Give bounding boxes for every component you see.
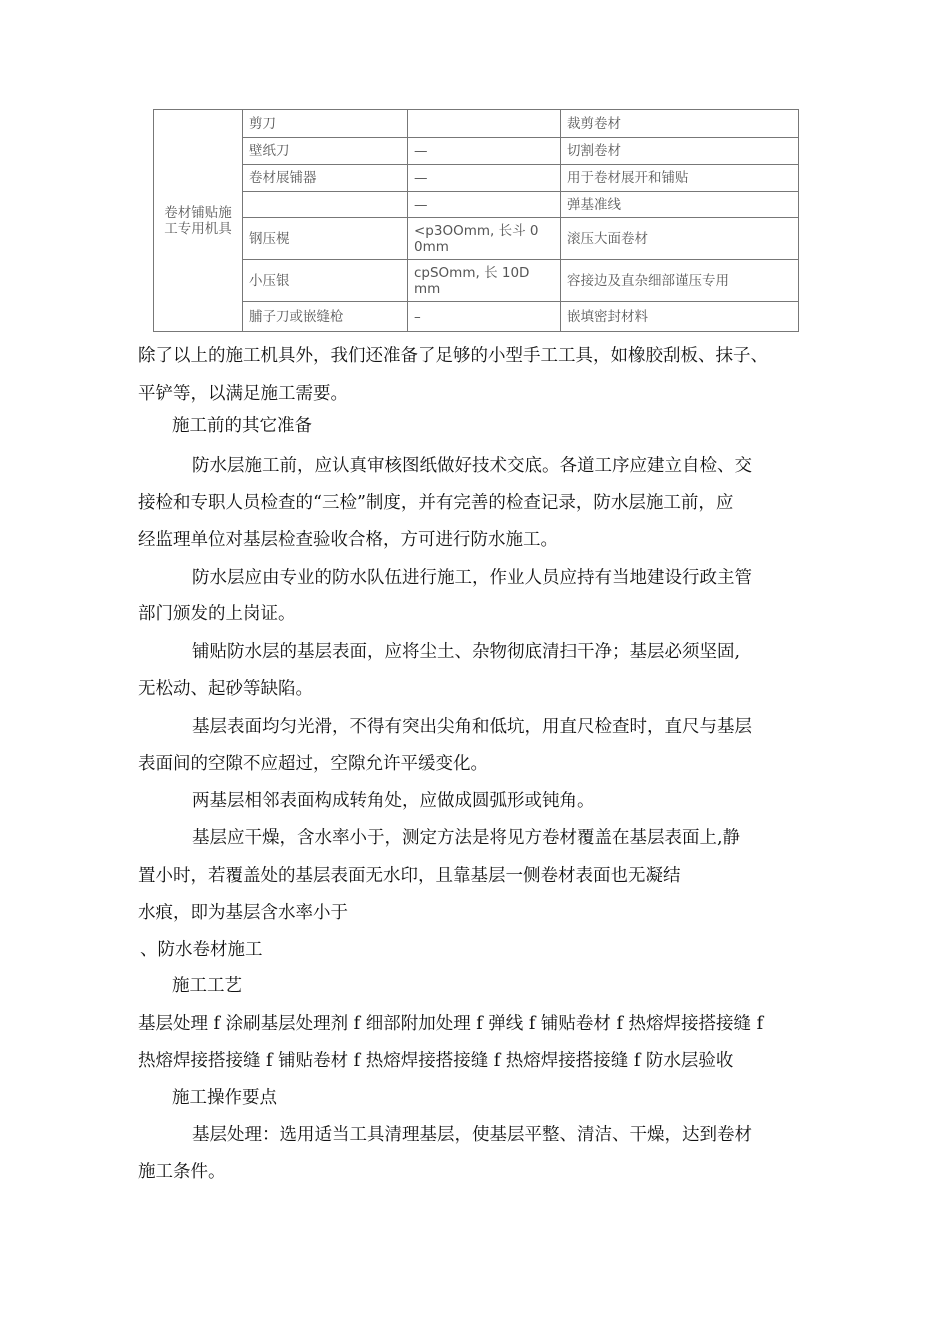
body-text-line: 基层处理：选用适当工具清理基层，使基层平整、清洁、干燥，达到卷材 [192,1125,752,1145]
section-heading: 施工前的其它准备 [172,416,312,436]
tool-name: 钢压榥 [243,218,408,260]
section-heading: 施工工艺 [172,976,242,996]
tool-name [243,192,408,218]
table-row [154,218,799,260]
tool-spec: — [408,192,561,218]
tool-spec: — [408,138,561,165]
body-text-line: 基层处理 f 涂刷基层处理剂 f 细部附加处理 f 弹线 f 铺贴卷材 f 热熔焊接搭接缝 f [138,1014,764,1034]
tool-name: 脯子刀或嵌缝枪 [243,302,408,332]
category-cell: 卷材铺贴施工专用机具 [154,110,243,332]
body-text-line: 部门颁发的上岗证。 [138,604,296,624]
body-text-line: 基层表面均匀光滑，不得有突出尖角和低坑，用直尺检查时，直尺与基层 [192,717,752,737]
table-row [154,165,799,192]
tool-use: 裁剪卷材 [561,110,799,138]
equipment-table [153,109,799,332]
tool-name: 小压银 [243,260,408,302]
body-text-line: 平铲等，以满足施工需要。 [138,384,348,404]
tool-use: 滚压大面卷材 [561,218,799,260]
body-text-line: 水痕，即为基层含水率小于 [138,903,348,923]
section-heading: 施工操作要点 [172,1088,277,1108]
tool-use: 弹基准线 [561,192,799,218]
section-heading: 、防水卷材施工 [140,940,263,960]
tool-spec: — [408,165,561,192]
tool-use: 嵌填密封材料 [561,302,799,332]
tool-use: 用于卷材展开和铺贴 [561,165,799,192]
table-row [154,302,799,332]
tool-use: 切割卷材 [561,138,799,165]
table-row [154,110,799,138]
body-text-line: 防水层应由专业的防水队伍进行施工，作业人员应持有当地建设行政主管 [192,568,752,588]
body-text-line: 基层应干燥，含水率小于，测定方法是将见方卷材覆盖在基层表面上,静 [192,828,741,848]
body-text-line: 防水层施工前，应认真审核图纸做好技术交底。各道工序应建立自检、交 [192,456,752,476]
table-row [154,260,799,302]
body-text-line: 热熔焊接搭接缝 f 铺贴卷材 f 热熔焊接搭接缝 f 热熔焊接搭接缝 f 防水层验收 [138,1051,734,1071]
tool-name: 壁纸刀 [243,138,408,165]
tool-name: 卷材展铺器 [243,165,408,192]
table-row [154,138,799,165]
tool-spec [408,110,561,138]
body-text-line: 铺贴防水层的基层表面，应将尘土、杂物彻底清扫干净；基层必须坚固, [192,642,741,662]
tool-use: 容接边及直杂细部谨压专用 [561,260,799,302]
tool-spec: cpSOmm, 长 10D mm [408,260,561,302]
tool-name: 剪刀 [243,110,408,138]
body-text-line: 接检和专职人员检查的“三检”制度，并有完善的检查记录，防水层施工前，应 [138,493,734,513]
body-text-line: 施工条件。 [138,1162,226,1182]
body-text-line: 表面间的空隙不应超过，空隙允许平缓变化。 [138,754,488,774]
body-text-line: 置小时，若覆盖处的基层表面无水印，且靠基层一侧卷材表面也无凝结 [138,866,681,886]
table-row [154,192,799,218]
body-text-line: 除了以上的施工机具外，我们还准备了足够的小型手工工具，如橡胶刮板、抹子、 [138,346,768,366]
body-text-line: 无松动、起砂等缺陷。 [138,679,313,699]
body-text-line: 经监理单位对基层检查验收合格，方可进行防水施工。 [138,530,558,550]
tool-spec: – [408,302,561,332]
body-text-line: 两基层相邻表面构成转角处，应做成圆弧形或钝角。 [192,791,595,811]
tool-spec: <p3OOmm, 长斗 0 0mm [408,218,561,260]
